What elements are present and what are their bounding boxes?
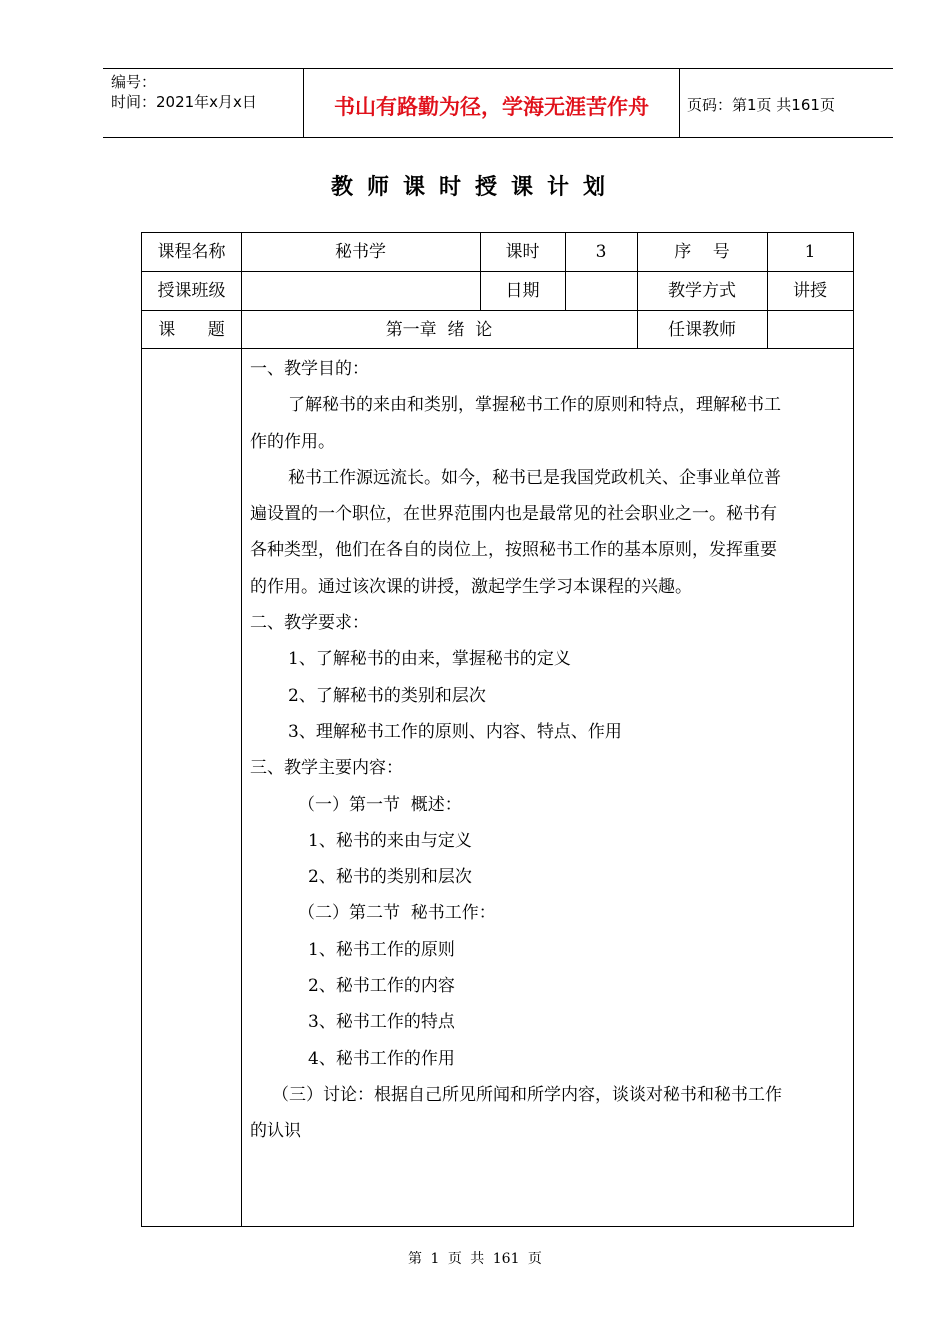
page-title: 教师课时授课计划 [330,175,619,200]
teacher-value [767,311,853,349]
content-line: 二、教学要求： [250,613,369,634]
content-line: 1、秘书的来由与定义 [308,830,472,851]
page-footer: 第 1 页 共 161 页 [408,1251,542,1267]
header-meta [103,69,303,137]
topic-value: 第一章 绪 论 [385,320,493,340]
header-page-cell [679,69,893,137]
seq-label: 序 号 [674,242,730,262]
content-line: 4、秘书工作的作用 [308,1048,455,1069]
content-line: 的认识 [250,1121,301,1142]
content-line: 2、秘书工作的内容 [308,976,455,997]
course-name-label: 课程名称 [157,242,226,262]
content-line: 3、理解秘书工作的原则、内容、特点、作用 [288,721,622,742]
content-line: 作的作用。 [250,431,335,452]
teacher-label: 任课教师 [668,320,736,340]
class-label: 授课班级 [157,281,226,301]
content-line: 1、了解秘书的由来，掌握秘书的定义 [288,649,571,670]
content-line: 1、秘书工作的原则 [308,939,455,960]
header-motto-cell [303,69,680,137]
content-line: 了解秘书的来由和类别，掌握秘书工作的原则和特点，理解秘书工 [288,395,781,416]
lesson-plan-table [141,232,854,1227]
content-line: （三）讨论：根据自己所见所闻和所学内容，谈谈对秘书和秘书工作 [272,1084,782,1105]
content-line: 遍设置的一个职位，在世界范围内也是最常见的社会职业之一。秘书有 [250,504,777,525]
page-header [103,68,893,138]
content-line: 3、秘书工作的特点 [308,1012,455,1033]
content-line: 的作用。通过该次课的讲授，激起学生学习本课程的兴趣。 [250,576,692,597]
content-line: 三、教学主要内容： [250,758,403,779]
content-line: 一、教学目的： [250,359,369,379]
header-page-info: 页码：第1页 共161页 [687,96,835,114]
topic-label: 课 题 [158,320,225,340]
number-label: 编号： [111,73,157,91]
date-label: 日期 [505,281,540,301]
content-line: （一）第一节 概述： [298,794,462,815]
date-value [565,272,637,310]
method-value: 讲授 [793,281,827,301]
col-divider [241,233,242,1226]
content-line: （二）第二节 秘书工作： [298,903,496,924]
seq-value: 1 [804,242,816,262]
hours-label: 课时 [505,242,540,262]
method-label: 教学方式 [668,281,736,301]
content-line: 2、秘书的类别和层次 [308,867,472,888]
content-line: 2、了解秘书的类别和层次 [288,685,486,706]
content-line: 各种类型，他们在各自的岗位上，按照秘书工作的基本原则，发挥重要 [250,540,777,561]
time-label: 时间：2021年x月x日 [111,93,257,111]
content-line: 秘书工作源远流长。如今，秘书已是我国党政机关、企事业单位普 [288,467,781,488]
header-motto: 书山有路勤为径，学海无涯苦作舟 [334,95,649,119]
hours-value: 3 [595,242,607,262]
class-value [241,272,480,310]
course-name-value: 秘书学 [335,242,386,262]
lesson-content [250,351,850,1150]
